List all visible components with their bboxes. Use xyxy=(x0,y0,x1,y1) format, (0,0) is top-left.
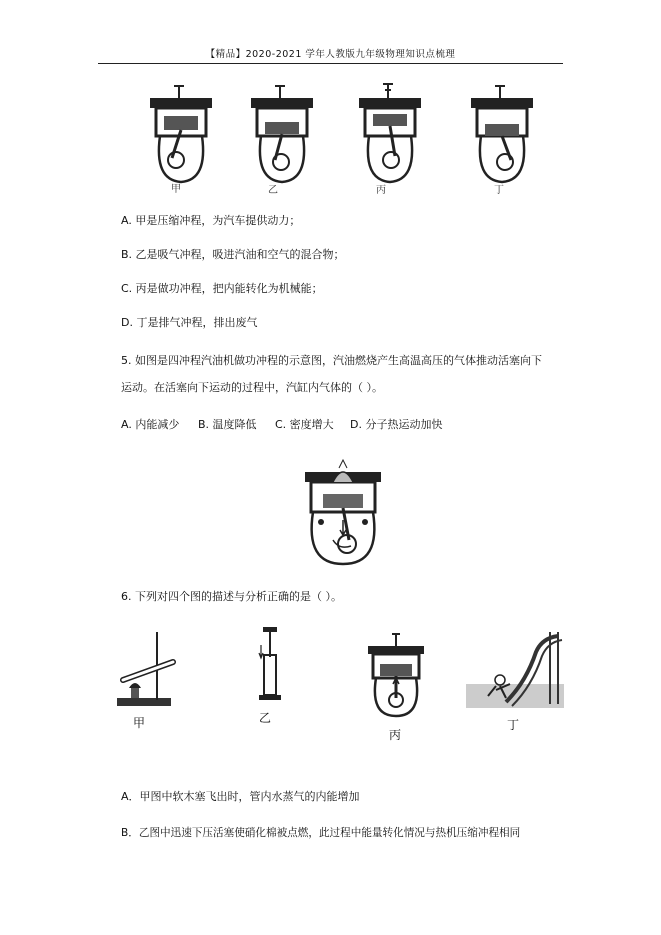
engine-diagram-bing xyxy=(355,80,425,185)
q6-label-yi: 乙 xyxy=(259,711,272,725)
q6-option-b: B．乙图中迅速下压活塞使硝化棉被点燃，此过程中能量转化情况与热机压缩冲程相同 xyxy=(121,827,521,839)
q5-engine-diagram xyxy=(303,458,383,566)
page-header: 【精品】2020-2021 学年人教版九年级物理知识点梳理 xyxy=(205,49,456,60)
q5-stem-line1: 5. 如图是四冲程汽油机做功冲程的示意图，汽油燃烧产生高温高压的气体推动活塞向下 xyxy=(121,354,542,367)
q4-option-b: B. 乙是吸气冲程，吸进汽油和空气的混合物； xyxy=(121,248,345,261)
engine-label-yi: 乙 xyxy=(268,185,278,196)
header-rule xyxy=(98,63,563,64)
q5-option-c: C. 密度增大 xyxy=(275,418,334,431)
engine-diagram-yi xyxy=(247,80,317,185)
engine-diagram-jia xyxy=(146,80,216,185)
q6-figure-bing-engine xyxy=(366,632,426,718)
q4-option-d: D. 丁是排气冲程，排出废气 xyxy=(121,316,258,329)
engine-label-jia: 甲 xyxy=(171,184,181,195)
q6-label-jia: 甲 xyxy=(133,716,146,730)
q5-stem-line2: 运动。在活塞向下运动的过程中，汽缸内气体的（ ）。 xyxy=(121,381,383,394)
engine-label-ding: 丁 xyxy=(494,185,504,196)
q4-option-c: C. 丙是做功冲程，把内能转化为机械能； xyxy=(121,282,323,295)
q6-option-a: A．甲图中软木塞飞出时，管内水蒸气的内能增加 xyxy=(121,790,360,803)
q4-option-a: A. 甲是压缩冲程，为汽车提供动力； xyxy=(121,214,301,227)
q6-figure-yi-fire-syringe xyxy=(255,627,285,703)
engine-label-bing: 丙 xyxy=(376,185,386,196)
engine-diagram-ding xyxy=(467,80,537,185)
q6-label-ding: 丁 xyxy=(507,718,520,732)
q5-option-a: A. 内能减少 xyxy=(121,418,180,431)
q6-figure-jia-test-tube xyxy=(113,632,178,710)
q6-stem: 6. 下列对四个图的描述与分析正确的是（ ）。 xyxy=(121,590,342,603)
q6-label-bing: 丙 xyxy=(389,728,402,742)
q5-option-d: D. 分子热运动加快 xyxy=(350,418,443,431)
q6-figure-ding-slide xyxy=(466,632,564,712)
q5-option-b: B. 温度降低 xyxy=(198,418,257,431)
